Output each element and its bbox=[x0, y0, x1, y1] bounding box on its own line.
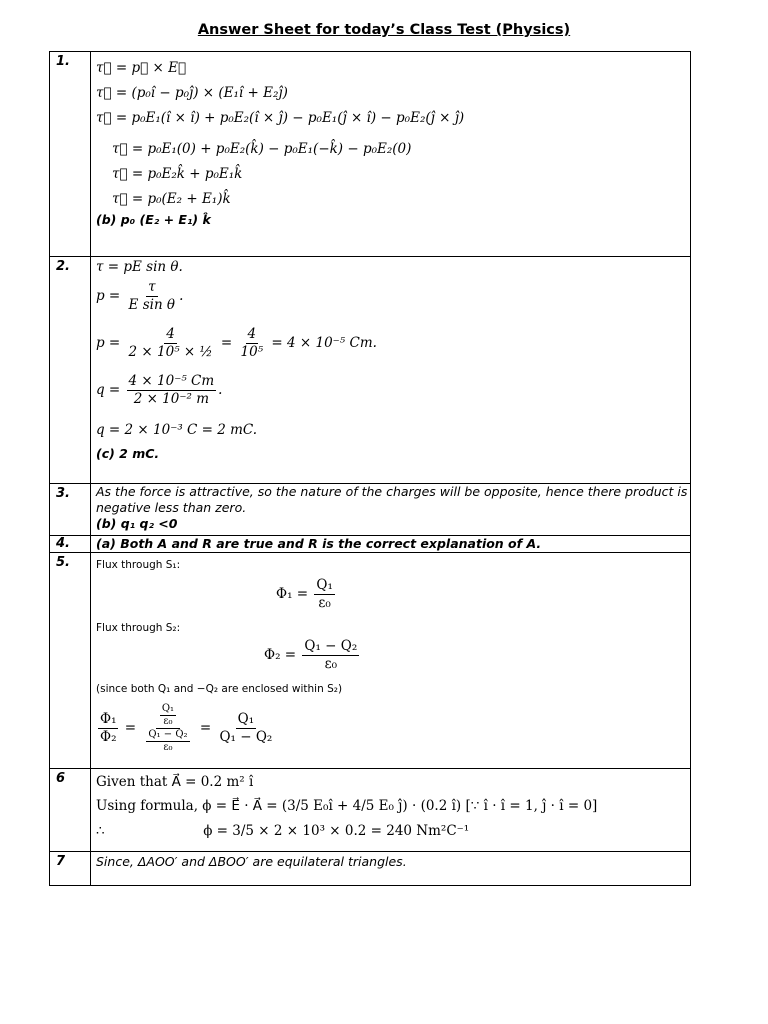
question-number: 7 bbox=[50, 852, 91, 886]
answer-row-4 bbox=[50, 536, 691, 553]
answer-body-4 bbox=[91, 536, 691, 553]
answer-row-2 bbox=[50, 257, 691, 484]
answer-choice: (a) Both A and R are true and R is the correct explanation of A. bbox=[96, 536, 542, 551]
flux-label: Flux through S₁: bbox=[96, 559, 181, 571]
question-number: 6 bbox=[50, 769, 91, 852]
equation: τ⃗ = p₀E₁(0) + p₀E₂(k̂) − p₀E₁(−k̂) − p₀E₂(0) bbox=[112, 141, 412, 157]
answer-row-3 bbox=[50, 484, 691, 536]
answer-table bbox=[49, 51, 691, 886]
equation: τ⃗ = p₀(E₂ + E₁)k̂ bbox=[112, 191, 231, 207]
answer-body-5 bbox=[91, 553, 691, 769]
equation: τ⃗ = (p₀î − p₀ĵ) × (E₁î + E₂ĵ) bbox=[96, 85, 288, 101]
page-title: Answer Sheet for today’s Class Test (Physics) bbox=[197, 22, 571, 38]
answer-row-1 bbox=[50, 52, 691, 257]
equation: p = $\frac{\tau}{\text{E sin θ}}$ . bbox=[96, 279, 184, 313]
equation: τ⃗ = p₀E₂k̂ + p₀E₁k̂ bbox=[112, 166, 243, 182]
equation: Φ₂ = $\frac{\text{Q₁ − Q₂}}{\text{ε₀}}$ bbox=[264, 638, 358, 672]
note-text: (since both Q₁ and −Q₂ are enclosed within S₂) bbox=[96, 683, 343, 695]
answer-body-6 bbox=[91, 769, 691, 852]
explanation-text: Since, ΔAOO′ and ΔBOO′ are equilateral triangles. bbox=[96, 854, 407, 869]
flux-label: Flux through S₂: bbox=[96, 622, 181, 634]
answer-choice: (c) 2 mC. bbox=[96, 446, 160, 461]
explanation-text: As the force is attractive, so the nature of the charges will be opposite, hence there product is negative less than zero. bbox=[96, 484, 688, 515]
answer-body-3 bbox=[91, 484, 691, 536]
equation: $\frac{\text{Φ₁}}{\text{Φ₂}}$ = $\frac{\frac{\text{Q₁}}{\text{ε₀}}}{\frac{\text{Q₁ − Q₂}}{\text{ε₀}}}$ = $\frac{\text{Q₁}}{\text{Q₁ − Q₂}}$ bbox=[100, 703, 273, 753]
answer-body-1 bbox=[91, 52, 691, 257]
answer-body-7 bbox=[91, 852, 691, 886]
question-number: 2. bbox=[50, 257, 91, 484]
answer-choice: (b) p₀ (E₂ + E₁) k̂ bbox=[96, 212, 211, 227]
answer-row-6 bbox=[50, 769, 691, 852]
equation: τ⃗ = p⃗ × E⃗ bbox=[96, 60, 187, 76]
question-number: 5. bbox=[50, 553, 91, 769]
equation: p = $\frac{4}{\text{2 × 10⁵ × ½}}$ = $\frac{4}{\text{10⁵}}$ = 4 × 10⁻⁵ Cm. bbox=[96, 326, 377, 360]
question-number: 1. bbox=[50, 52, 91, 257]
question-number: 3. bbox=[50, 484, 91, 536]
equation: τ⃗ = p₀E₁(î × î) + p₀E₂(î × ĵ) − p₀E₁(ĵ × î) − p₀E₂(ĵ × ĵ) bbox=[96, 110, 465, 126]
equation: ∴ ϕ = 3/5 × 2 × 10³ × 0.2 = 240 Nm²C⁻¹ bbox=[96, 823, 470, 839]
equation: τ = pE sin θ. bbox=[96, 259, 183, 275]
equation: Using formula, ϕ = E⃗ · A⃗ = (3/5 E₀î + 4/5 E₀ ĵ) · (0.2 î) [∵ î · î = 1, ĵ · î = 0] bbox=[96, 798, 598, 814]
answer-choice: (b) q₁ q₂ <0 bbox=[96, 516, 178, 531]
answer-row-7 bbox=[50, 852, 691, 886]
answer-row-5 bbox=[50, 553, 691, 769]
equation: q = $\frac{\text{4 × 10⁻⁵ Cm}}{\text{2 × 10⁻² m}}$ . bbox=[96, 373, 223, 407]
equation: q = 2 × 10⁻³ C = 2 mC. bbox=[96, 422, 258, 438]
equation: Φ₁ = $\frac{\text{Q₁}}{\text{ε₀}}$ bbox=[276, 577, 333, 611]
answer-body-2 bbox=[91, 257, 691, 484]
equation: Given that A⃗ = 0.2 m² î bbox=[96, 774, 254, 790]
question-number: 4. bbox=[50, 536, 91, 553]
